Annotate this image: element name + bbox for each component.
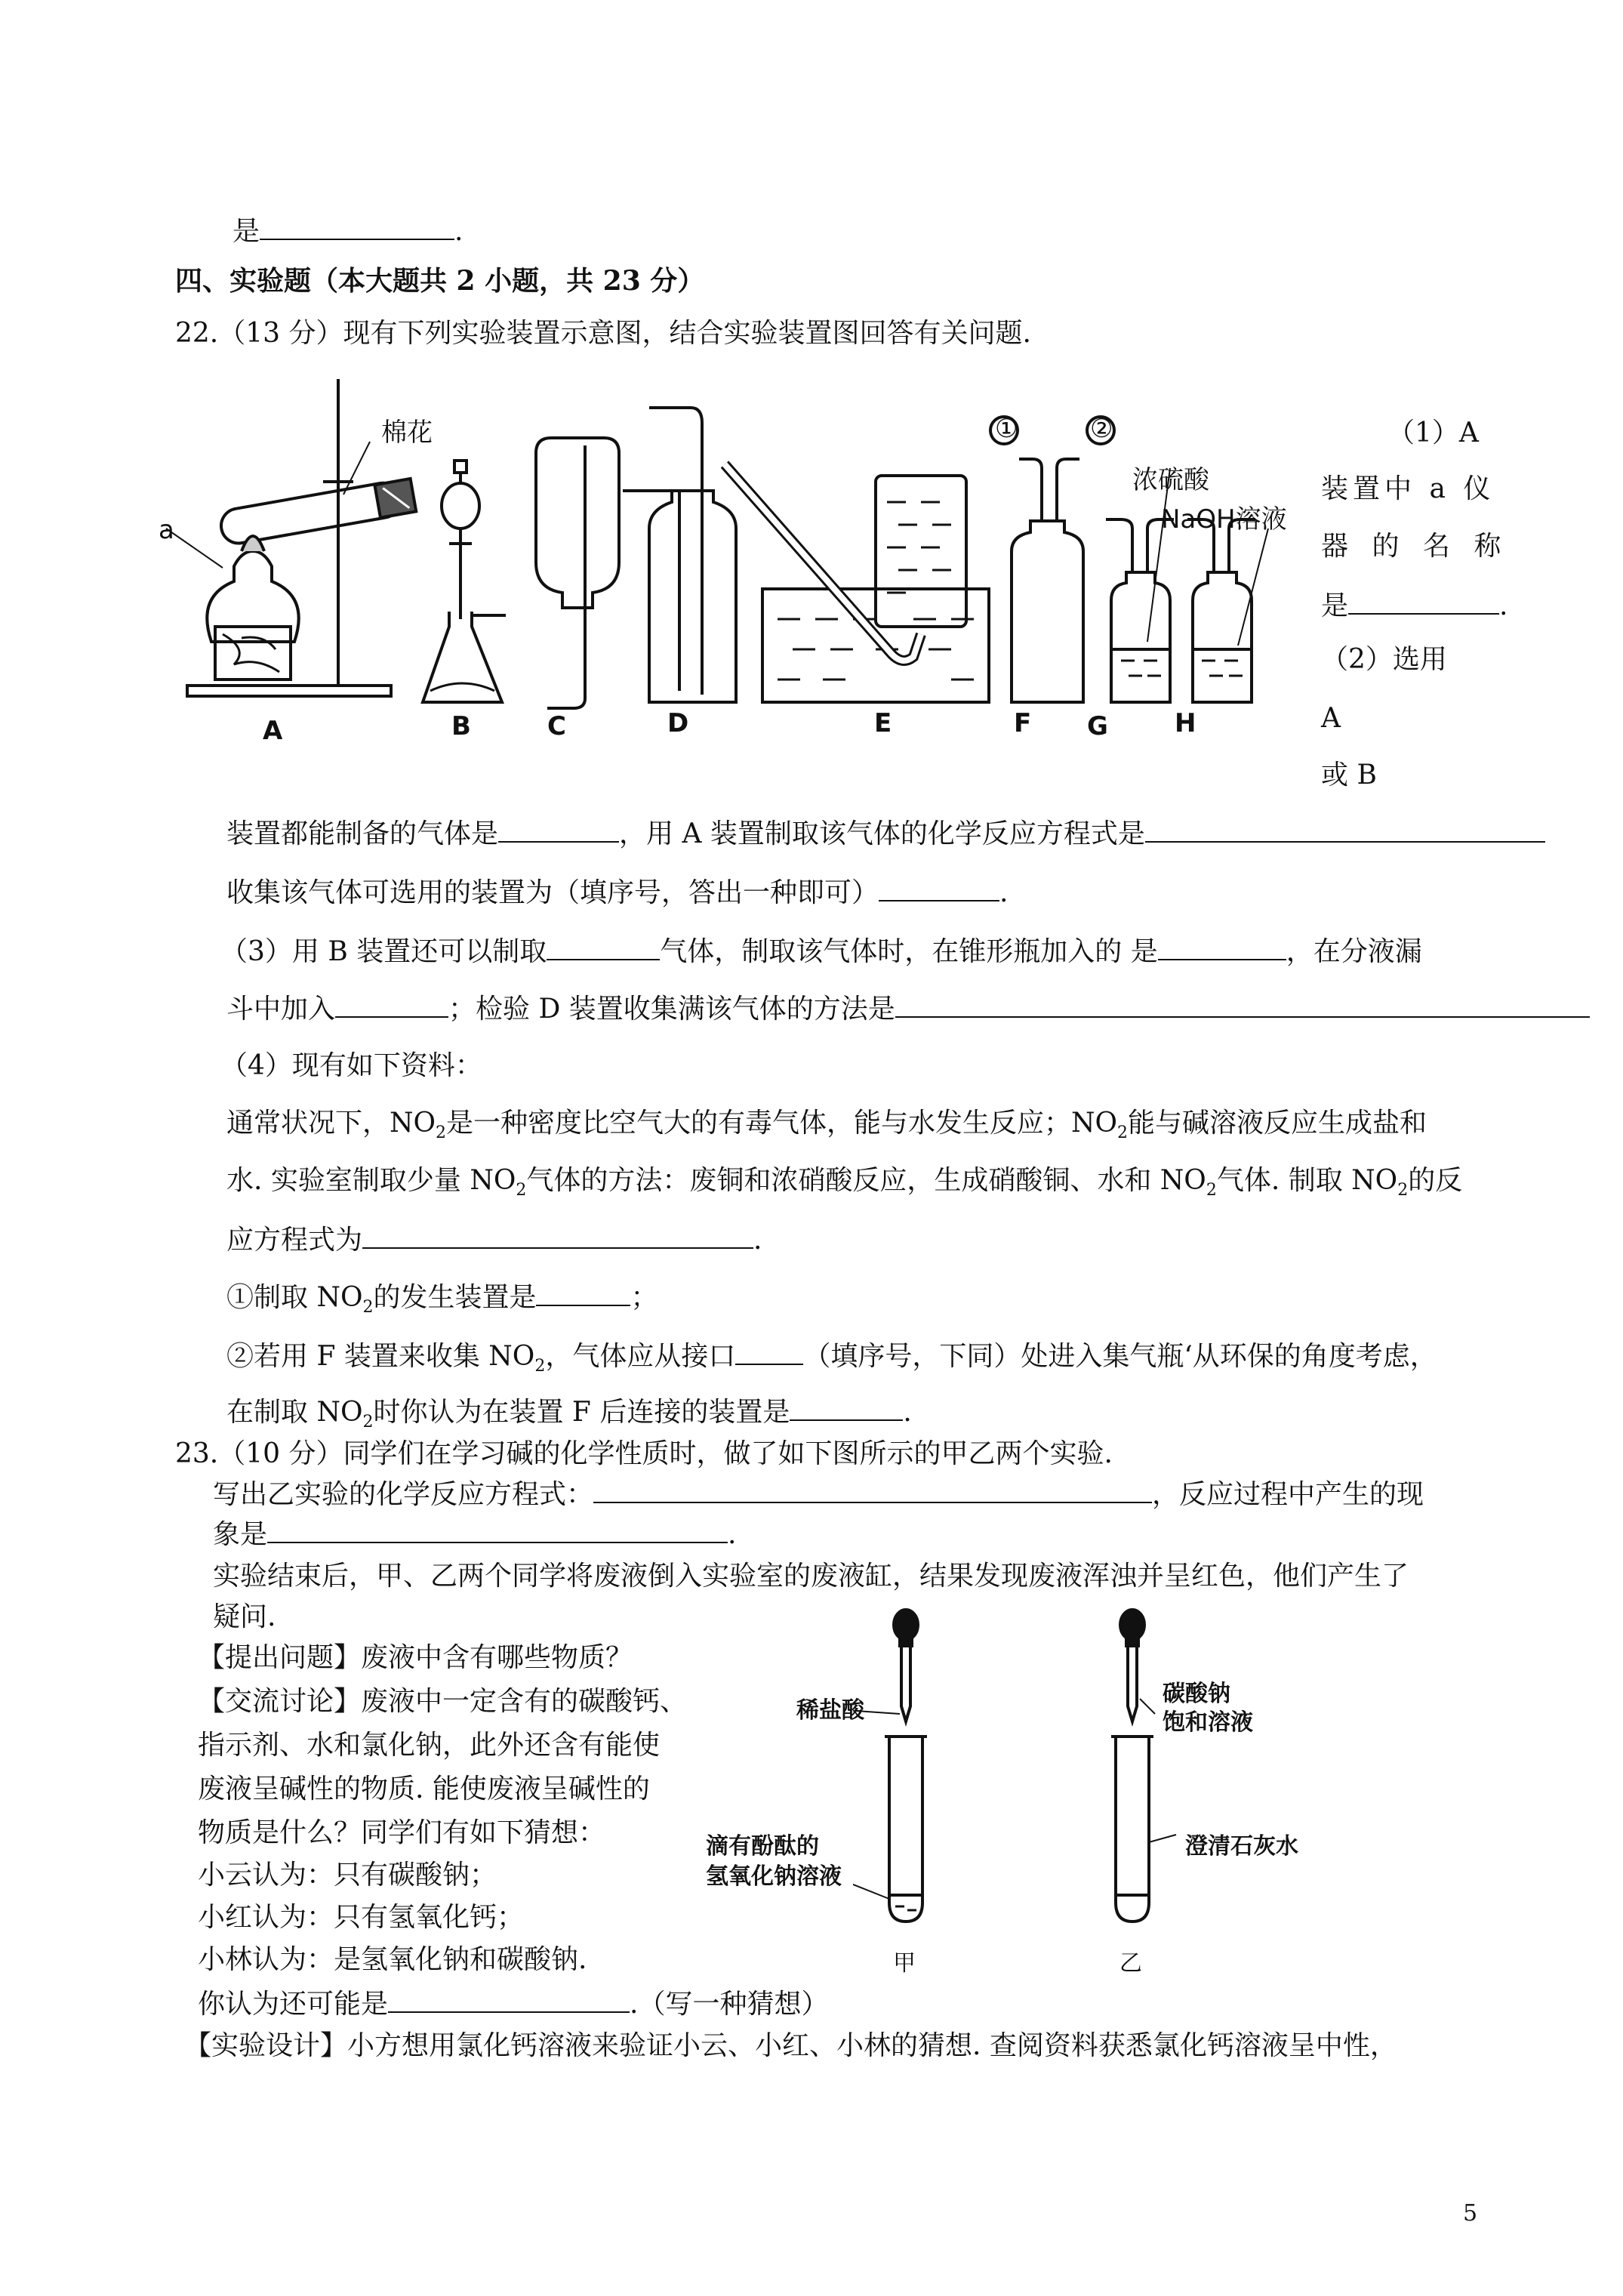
label-cotton: 棉花 xyxy=(381,418,433,448)
blank[interactable] xyxy=(895,991,1590,1018)
q22-line9: ①制取 $NO_2$的发生装置是 ； xyxy=(226,1279,658,1324)
label-jia: 甲 xyxy=(893,1950,916,1977)
gas-bottle-e xyxy=(876,476,966,627)
blank[interactable] xyxy=(362,1222,753,1249)
prev-answer-line: 是 . xyxy=(233,213,463,248)
label-p2: ② xyxy=(1090,414,1113,444)
side-1: （1）A xyxy=(1387,418,1479,448)
side-2: 装置中 a 仪 xyxy=(1321,473,1495,504)
q23-line3: 实验结束后，甲、乙两个同学将废液倒入实验室的废液缸，结果发现废液浑浊并呈红色，他们产生了 xyxy=(213,1561,1409,1592)
blank[interactable] xyxy=(1145,815,1545,843)
dropper-jia xyxy=(901,1646,910,1721)
q22-line8: 应方程式为 . xyxy=(226,1222,762,1257)
blank[interactable] xyxy=(260,213,454,240)
q22-line6: 通常状况下，$NO_2$是一种密度比空气大的有毒气体，能与水发生反应；$NO_2$能与碱溶液反应生成盐和 xyxy=(226,1108,1427,1143)
fig-label-C: C xyxy=(547,711,566,741)
q23-line7: 指示剂、水和氯化钠，此外还含有能使 xyxy=(198,1730,661,1761)
apparatus-figure xyxy=(151,370,1329,755)
section-title: 四、实验题（本大题共 2 小题，共 23 分） xyxy=(175,265,705,297)
q22-intro: 22.（13 分）现有下列实验装置示意图，结合实验装置图回答有关问题. xyxy=(175,318,1031,349)
q22-line1: 装置都能制备的气体是 ，用 A 装置制取该气体的化学反应方程式是 xyxy=(226,815,1545,851)
fig-label-B: B xyxy=(451,711,471,741)
label-naoh: NaOH溶液 xyxy=(1161,504,1287,535)
bottle-f xyxy=(1012,521,1083,702)
q23-figure xyxy=(853,1608,1276,1925)
label-na2co3-1: 碳酸钠 xyxy=(1163,1681,1230,1707)
q22-line11: 在制取 $NO_2$时你认为在装置 F 后连接的装置是 . xyxy=(226,1394,912,1439)
label-na2co3-2: 饱和溶液 xyxy=(1163,1709,1253,1736)
bottle-c xyxy=(536,438,619,608)
q23-line4: 疑问. xyxy=(213,1601,276,1632)
q23-line5: 【提出问题】废液中含有哪些物质？ xyxy=(198,1642,633,1673)
prev-text: 是 xyxy=(233,216,260,247)
label-lime: 澄清石灰水 xyxy=(1185,1833,1298,1860)
bottle-h xyxy=(1193,572,1252,702)
side-6: A xyxy=(1321,703,1341,734)
fig-label-F: F xyxy=(1014,708,1032,738)
side-4: 是 . xyxy=(1321,587,1508,623)
blank[interactable] xyxy=(879,874,999,901)
q23-line1: 写出乙实验的化学反应方程式： ，反应过程中产生的现 xyxy=(213,1476,1424,1512)
q22-line3: （3）用 B 装置还可以制取 气体，制取该气体时，在锥形瓶加入的 是 ，在分液漏 xyxy=(220,933,1422,969)
bottle-g xyxy=(1111,572,1170,702)
blank[interactable] xyxy=(1158,933,1286,960)
q23-line14: 【实验设计】小方想用氯化钙溶液来验证小云、小红、小林的猜想. 查阅资料获悉氯化钙溶液呈中性， xyxy=(184,2030,1397,2061)
blank[interactable] xyxy=(498,815,619,843)
stand-base xyxy=(187,686,391,696)
label-phen2: 氢氧化钠溶液 xyxy=(706,1863,842,1890)
q23-line11: 小红认为：只有氢氧化钙； xyxy=(198,1902,525,1933)
blank[interactable] xyxy=(593,1476,1152,1503)
q23-line2: 象是 . xyxy=(213,1516,736,1552)
label-acid: 浓硫酸 xyxy=(1132,465,1209,495)
q22-line5: （4）现有如下资料： xyxy=(220,1050,482,1081)
label-a: a xyxy=(159,515,174,545)
label-hcl: 稀盐酸 xyxy=(796,1697,864,1724)
separatory-funnel xyxy=(442,483,479,529)
dropper-yi xyxy=(1128,1646,1137,1721)
q23-line13: 你认为还可能是 .（写一种猜想） xyxy=(198,1986,828,2021)
blank[interactable] xyxy=(790,1394,903,1421)
label-p1: ① xyxy=(995,414,1018,444)
q23-line8: 废液呈碱性的物质. 能使废液呈碱性的 xyxy=(198,1774,650,1804)
fig-label-G: G xyxy=(1087,711,1108,741)
blank[interactable] xyxy=(536,1279,630,1306)
blank[interactable] xyxy=(735,1338,803,1365)
q22-line7: 水. 实验室制取少量 $NO_2$气体的方法：废铜和浓硝酸反应，生成硝酸铜、水和 $NO_2$气体. 制取 $NO_2$的反 xyxy=(226,1165,1463,1200)
q22-line2: 收集该气体可选用的装置为（填序号，答出一种即可） . xyxy=(226,874,1008,910)
blank[interactable] xyxy=(547,933,660,960)
side-3: 器 的 名 称 xyxy=(1321,531,1509,562)
label-yi: 乙 xyxy=(1119,1950,1142,1977)
bottle-d xyxy=(649,491,736,702)
fig-label-A: A xyxy=(263,716,283,746)
fig-label-H: H xyxy=(1175,708,1196,738)
page-number: 5 xyxy=(1463,2200,1478,2227)
q23-line12: 小林认为：是氢氧化钠和碳酸钠. xyxy=(198,1944,587,1975)
q22-line4: 斗中加入 ；检验 D 装置收集满该气体的方法是 xyxy=(226,991,1590,1026)
q22-line10: ②若用 F 装置来收集 $NO_2$，气体应从接口 （填序号，下同）处进入集气瓶‘从环保的角度考虑， xyxy=(226,1338,1437,1383)
q23-line6: 【交流讨论】废液中一定含有的碳酸钙、 xyxy=(198,1686,688,1717)
fig-label-D: D xyxy=(667,708,689,738)
fig-label-E: E xyxy=(874,708,892,738)
q23-intro: 23.（10 分）同学们在学习碱的化学性质时，做了如下图所示的甲乙两个实验. xyxy=(175,1438,1113,1469)
blank[interactable] xyxy=(1348,587,1499,615)
q23-line9: 物质是什么？同学们有如下猜想： xyxy=(198,1817,606,1848)
dropper-bulb-jia xyxy=(894,1610,918,1640)
blank[interactable] xyxy=(388,1986,630,2013)
side-7: 或 B xyxy=(1321,760,1377,791)
blank[interactable] xyxy=(335,991,448,1018)
blank[interactable] xyxy=(267,1516,728,1543)
q23-line10: 小云认为：只有碳酸钠； xyxy=(198,1860,497,1891)
dropper-bulb-yi xyxy=(1120,1610,1144,1640)
side-5: （2）选用 xyxy=(1321,644,1447,675)
label-phen1: 滴有酚酞的 xyxy=(706,1833,819,1860)
